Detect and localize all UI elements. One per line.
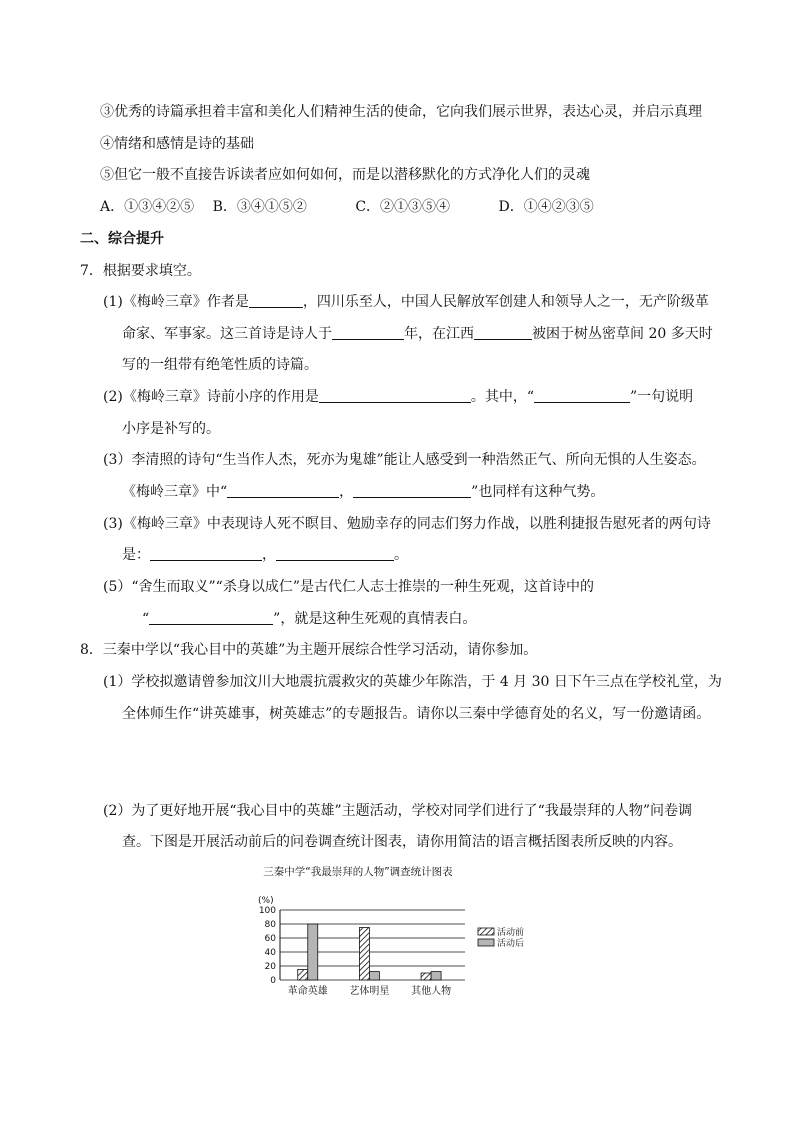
survey-chart: [230, 862, 530, 1002]
legend-label: 活动前: [497, 928, 525, 938]
x-category-label: 艺体明星: [349, 986, 390, 997]
q8-part2-line1: (2）为了更好地开展“我心目中的英雄”主题活动，学校对同学们进行了“我最崇拜的人物”问卷调: [103, 803, 692, 819]
blank-verse-c[interactable]: [150, 546, 262, 561]
blank-year[interactable]: [332, 325, 404, 340]
blank-preface-purpose[interactable]: [319, 388, 471, 403]
bar-after: [308, 924, 318, 980]
choice-b[interactable]: B．③④①⑤②: [212, 199, 307, 215]
choice-a[interactable]: A．①③④②⑤: [100, 199, 195, 215]
q7-part5-line2: “ ”，就是这种生死观的真情表白。: [142, 611, 477, 627]
bar-before: [421, 973, 431, 980]
q7-part2-line2: 小序是补写的。: [122, 421, 220, 437]
x-category-label: 革命英雄: [287, 986, 328, 997]
option-5: ⑤但它一般不直接告诉读者应如何如何，而是以潜移默化的方式净化人们的灵魂: [100, 167, 590, 183]
q7-part2-line1: (2)《梅岭三章》诗前小序的作用是 。其中，“ ”一句说明: [103, 389, 694, 405]
blank-verse-e[interactable]: [149, 610, 273, 625]
legend-label: 活动后: [497, 939, 525, 949]
option-3: ③优秀的诗篇承担着丰富和美化人们精神生活的使命，它向我们展示世界，表达心灵，并启示真理: [100, 104, 702, 120]
q7-part4-line1: (3)《梅岭三章》中表现诗人死不瞑目、勉励幸存的同志们努力作战，以胜利捷报告慰死者的两句诗: [103, 516, 711, 532]
q8-stem: 8．三秦中学以“我心目中的英雄”为主题开展综合性学习活动，请你参加。: [80, 642, 538, 658]
section-title: 二、综合提升: [80, 231, 164, 247]
option-4: ④情绪和感情是诗的基础: [100, 136, 254, 152]
x-category-label: 其他人物: [411, 986, 452, 997]
q8-part2-line2: 查。下图是开展活动前后的问卷调查统计图表，请你用简洁的语言概括图表所反映的内容。: [122, 834, 682, 850]
chart-title: 三秦中学“我最崇拜的人物”调查统计图表: [263, 866, 453, 878]
q7-part5-line1: (5）“舍生而取义”“杀身以成仁”是古代仁人志士推崇的一种生死观，这首诗中的: [103, 579, 594, 595]
q8-part1-line2: 全体师生作“讲英雄事，树英雄志”的专题报告。请你以三秦中学德育处的名义，写一份邀请函。: [122, 706, 711, 722]
y-tick-label: 100: [258, 906, 276, 916]
q7-part3-line2: 《梅岭三章》中“ ， ”也同样有这种气势。: [122, 484, 605, 500]
bar-after: [431, 972, 441, 980]
y-tick-label: 40: [264, 948, 276, 958]
choice-c[interactable]: C．②①③⑤④: [355, 199, 451, 215]
q8-part1-line1: (1）学校拟邀请曾参加汶川大地震抗震救灾的英雄少年陈浩，于 4 月 30 日下午三点在学校礼堂，为: [103, 674, 722, 690]
q7-part1-line1: (1)《梅岭三章》作者是 ，四川乐至人，中国人民解放军创建人和领导人之一，无产阶级革: [103, 294, 709, 310]
y-tick-label: 60: [264, 934, 276, 944]
survey-chart-svg: [230, 862, 530, 1002]
legend-swatch: [478, 928, 494, 935]
y-axis-unit: (%): [258, 896, 274, 906]
q7-stem: 7．根据要求填空。: [80, 263, 201, 279]
blank-verse-a[interactable]: [227, 483, 339, 498]
y-tick-label: 0: [270, 976, 276, 986]
y-tick-label: 80: [264, 920, 276, 930]
legend-swatch: [478, 939, 494, 946]
blank-verse-b[interactable]: [353, 483, 471, 498]
blank-preface-line[interactable]: [534, 388, 630, 403]
blank-author[interactable]: [249, 293, 303, 308]
bar-before: [298, 970, 308, 981]
q7-part1-line2: 命家、军事家。这三首诗是诗人于 年，在江西 被困于树丛密草间 20 多天时: [122, 326, 713, 342]
q7-part4-line2: 是： ， 。: [122, 547, 408, 563]
choice-d[interactable]: D．①④②③⑤: [498, 199, 594, 215]
q7-part1-line3: 写的一组带有绝笔性质的诗篇。: [122, 357, 318, 373]
blank-place[interactable]: [474, 325, 532, 340]
y-tick-label: 20: [264, 962, 276, 972]
answer-choices: [100, 197, 594, 217]
bar-after: [369, 972, 379, 980]
blank-verse-d[interactable]: [276, 546, 394, 561]
bar-before: [359, 928, 369, 981]
q7-part3-line1: (3）李清照的诗句“生当作人杰，死亦为鬼雄”能让人感受到一种浩然正气、所向无惧的人生姿态。: [103, 452, 706, 468]
